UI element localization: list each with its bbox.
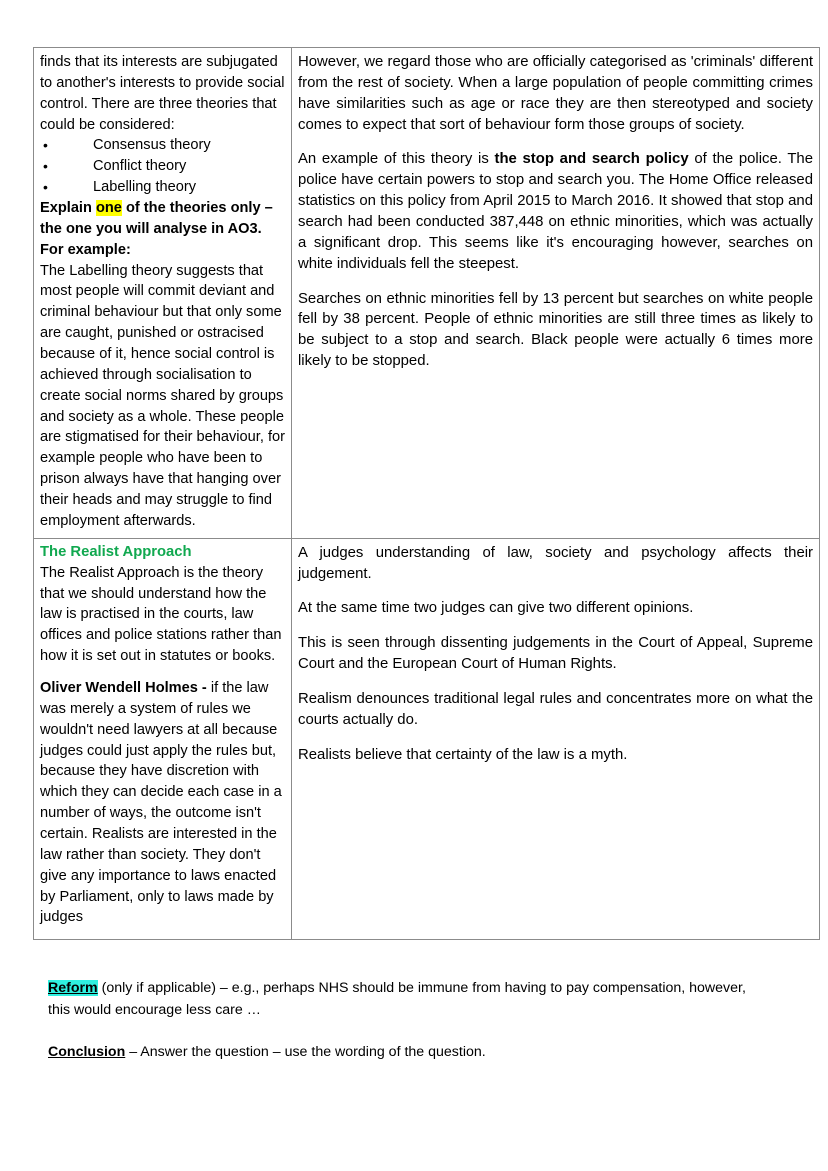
stop-search-policy-bold: the stop and search policy: [494, 151, 689, 168]
dissenting-judgements-paragraph: This is seen through dissenting judgements in the Court of Appeal, Supreme Court and the European Court of Human Rights.: [298, 635, 813, 673]
reform-text: (only if applicable) – e.g., perhaps NHS should be immune from having to pay compensation, however, this would encourage less care …: [48, 980, 746, 1018]
conclusion-label: Conclusion: [48, 1044, 126, 1061]
right-paragraph-2: [298, 149, 813, 274]
notes-table: [33, 47, 820, 940]
realist-approach-heading: The Realist Approach: [40, 543, 192, 560]
table-cell-row1-right: [292, 48, 820, 539]
conclusion-note: [48, 1042, 762, 1064]
right-paragraph-1: However, we regard those who are officially categorised as 'criminals' different from the rest of society. When a large population of people committing crimes have similarities such as age or race they are then stereotyped and society comes to expect that sort of behaviour form those groups of society.: [298, 54, 813, 133]
right-paragraph-3: Searches on ethnic minorities fell by 13 percent but searches on white people fell by 38 percent. People of ethnic minorities are still three times as likely to be subject to a stop and search. Black people were actually 6 times more likely to be stopped.: [298, 290, 813, 370]
stop-search-text-before: An example of this theory is: [298, 151, 495, 168]
instruction-text-after: of the theories only – the one you will analyse in AO3. For example:: [40, 200, 273, 258]
holmes-paragraph: [40, 678, 285, 928]
table-row: [34, 538, 820, 939]
list-item: [40, 135, 285, 156]
holmes-text: if the law was merely a system of rules we wouldn't need lawyers at all because judges could just apply the rules but, because they have discretion with which they can decide each case in a number of ways, the outcome isn't certain. Realists are interested in the law rather than society. They don't give any importance to laws enacted by Parliament, only to laws made by judges: [40, 680, 282, 926]
paragraph-spacer: [298, 275, 813, 289]
table-cell-row2-right: [292, 538, 820, 939]
table-row: [34, 48, 820, 539]
table-cell-row2-left: [34, 538, 292, 939]
bullet-label: Labelling theory: [93, 179, 197, 196]
table-cell-row1-left: [34, 48, 292, 539]
paragraph-spacer: [298, 675, 813, 689]
judges-understanding-paragraph: A judges understanding of law, society and psychology affects their judgement.: [298, 544, 813, 582]
paragraph-spacer: [298, 584, 813, 598]
conclusion-text: – Answer the question – use the wording of the question.: [125, 1044, 486, 1061]
intro-paragraph: finds that its interests are subjugated to another's interests to provide social control. There are three theories that could be considered:: [40, 54, 285, 133]
theories-bullet-list: [40, 135, 285, 198]
reform-note: [48, 978, 762, 1021]
bullet-label: Conflict theory: [93, 158, 187, 175]
certainty-myth-paragraph: Realists believe that certainty of the law is a myth.: [298, 746, 628, 763]
two-judges-paragraph: At the same time two judges can give two different opinions.: [298, 600, 694, 617]
footer-notes: [48, 978, 762, 1064]
realism-denounces-paragraph: Realism denounces traditional legal rules and concentrates more on what the courts actually do.: [298, 691, 813, 728]
paragraph-spacer: [298, 731, 813, 745]
list-item: [40, 156, 285, 177]
instruction-text-before: Explain: [40, 200, 96, 217]
list-item: [40, 177, 285, 198]
reform-label: Reform: [48, 980, 98, 996]
paragraph-spacer: [298, 135, 813, 149]
paragraph-spacer: [40, 667, 285, 678]
instruction-paragraph: [40, 198, 285, 261]
highlighted-word-one: one: [95, 200, 122, 217]
bullet-label: Consensus theory: [93, 137, 211, 154]
paragraph-spacer: [298, 619, 813, 633]
stop-search-text-after: of the police. The police have certain powers to stop and search you. The Home Office released statistics on this policy from April 2015 to March 2016. It showed that stop and search had been conducted 387,448 on ethnic minorities, which was actually a significant drop. This seems like it's encouraging however, searches on white individuals fell the steepest.: [298, 151, 813, 272]
labelling-theory-example: The Labelling theory suggests that most people will commit deviant and criminal behaviour but that only some are caught, punished or ostracised because of it, hence social control is achieved through socialisation to create social norms shared by groups and society as a whole. These people are stigmatised for their behaviour, for example people who have been to prison always have that hanging over their heads and may struggle to find employment afterwards.: [40, 262, 285, 529]
realist-approach-paragraph: The Realist Approach is the theory that we should understand how the law is practised in the courts, law offices and police stations rather than how it is set out in statutes or books.: [40, 564, 282, 665]
holmes-name-bold: Oliver Wendell Holmes -: [40, 680, 211, 697]
